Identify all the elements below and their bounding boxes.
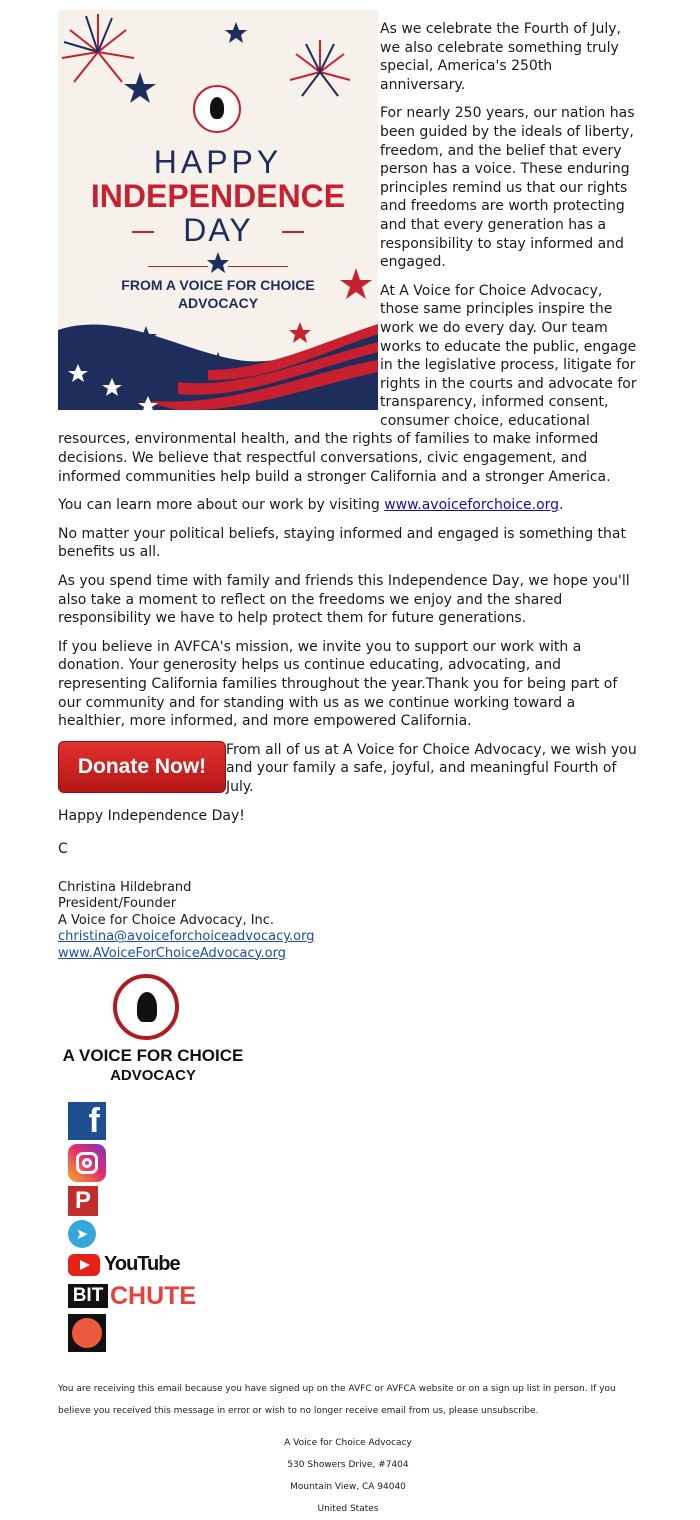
signature-name: Christina Hildebrand xyxy=(58,879,192,895)
paragraph-learn-more xyxy=(58,496,638,515)
telegram-icon[interactable]: ➤ xyxy=(68,1220,96,1248)
signature-title: President/Founder xyxy=(58,896,177,912)
signature-email-link[interactable]: christina@avoiceforchoiceadvocacy.org xyxy=(58,929,315,945)
signature-initial: C xyxy=(58,841,68,858)
bitchute-icon[interactable] xyxy=(68,1282,208,1310)
independence-day-banner xyxy=(58,10,378,410)
signature-org: A Voice for Choice Advocacy, Inc. xyxy=(58,912,275,928)
banner-byline: FROM A VOICE FOR CHOICE ADVOCACY xyxy=(121,277,315,311)
paragraph-history: For nearly 250 years, our nation has been guided by the ideals of liberty, freedom, and the belief that every person has a voice. These enduring principles remind us that our rights and freedoms are worth protecting and that every generation has a responsibility to stay informed and engaged. xyxy=(380,105,635,271)
address-org: A Voice for Choice Advocacy xyxy=(284,1438,412,1449)
banner-rule xyxy=(148,266,208,267)
bitchute-bit: BIT xyxy=(68,1284,108,1308)
social-links xyxy=(68,1102,638,1352)
email-body xyxy=(58,10,638,1520)
paragraph-intro: As we celebrate the Fourth of July, we also celebrate something truly special, America's 250th anniversary. xyxy=(380,21,621,93)
youtube-icon[interactable] xyxy=(68,1252,178,1278)
signature-website-link[interactable]: www.AVoiceForChoiceAdvocacy.org xyxy=(58,945,286,961)
youtube-wordmark: YouTube xyxy=(104,1253,180,1276)
unsubscribe-notice: You are receiving this email because you have signed up on the AVFC or AVFCA website or on a sign up list in person. If you believe you received this message in error or wish to no longer receive email from us, please unsubscribe. xyxy=(58,1384,616,1417)
learn-more-text: You can learn more about our work by visiting xyxy=(58,497,385,514)
paragraph-political: No matter your political beliefs, staying informed and engaged is something that benefits us all. xyxy=(58,525,626,561)
website-link[interactable]: www.avoiceforchoice.org xyxy=(384,497,560,514)
avfc-logo-mark xyxy=(113,974,179,1040)
paragraph-mission: At A Voice for Choice Advocacy, those same principles inspire the work we do every day. Our team works to educate the public, engage in the legislative process, litigate for rights in the courts and advocate for transparency, informed consent, consumer choice, educational resources, environmental health, and the rights of families to make informed decisions. We believe that respectful conversations, civic engagement, and informed communities help build a stronger California and a stronger America. xyxy=(58,282,637,485)
banner-rule xyxy=(228,266,288,267)
brand-name-line2: ADVOCACY xyxy=(110,1067,196,1085)
paragraph-wishes: From all of us at A Voice for Choice Advocacy, we wish you and your family a safe, joyful, and meaningful Fourth of July. xyxy=(226,741,637,795)
address-country: United States xyxy=(317,1504,379,1515)
avfc-seal-logo xyxy=(193,85,241,133)
paragraph-donation: If you believe in AVFCA's mission, we invite you to support our work with a donation. Your generosity helps us continue educating, advocating, and representing California families throughout the year.Thank you for being part of our community and for standing with us as we continue working toward a healthier, more informed, and more empowered California. xyxy=(58,638,618,730)
address-city: Mountain View, CA 94040 xyxy=(290,1482,406,1493)
banner-day: DAY xyxy=(183,212,253,248)
banner-independence: INDEPENDENCE xyxy=(90,178,346,214)
parler-icon[interactable]: P xyxy=(68,1186,98,1216)
brand-name-line1: A VOICE FOR CHOICE xyxy=(62,1046,244,1066)
facebook-icon[interactable]: f xyxy=(68,1102,106,1140)
bitchute-chute: CHUTE xyxy=(110,1282,197,1311)
donate-now-button[interactable]: Donate Now! xyxy=(58,741,226,793)
avfc-brand-logo xyxy=(58,974,248,1092)
instagram-icon[interactable] xyxy=(68,1144,106,1182)
address-street: 530 Showers Drive, #7404 xyxy=(287,1460,409,1471)
rumble-icon[interactable] xyxy=(68,1314,106,1352)
paragraph-closing: Happy Independence Day! xyxy=(58,807,245,824)
learn-more-period: . xyxy=(559,497,564,514)
paragraph-reflect: As you spend time with family and friends this Independence Day, we hope you'll also take a moment to reflect on the freedoms we enjoy and the shared responsibility we have to help protect them for future generations. xyxy=(58,573,630,627)
mailing-address xyxy=(58,1432,638,1520)
banner-happy: HAPPY xyxy=(153,144,283,180)
